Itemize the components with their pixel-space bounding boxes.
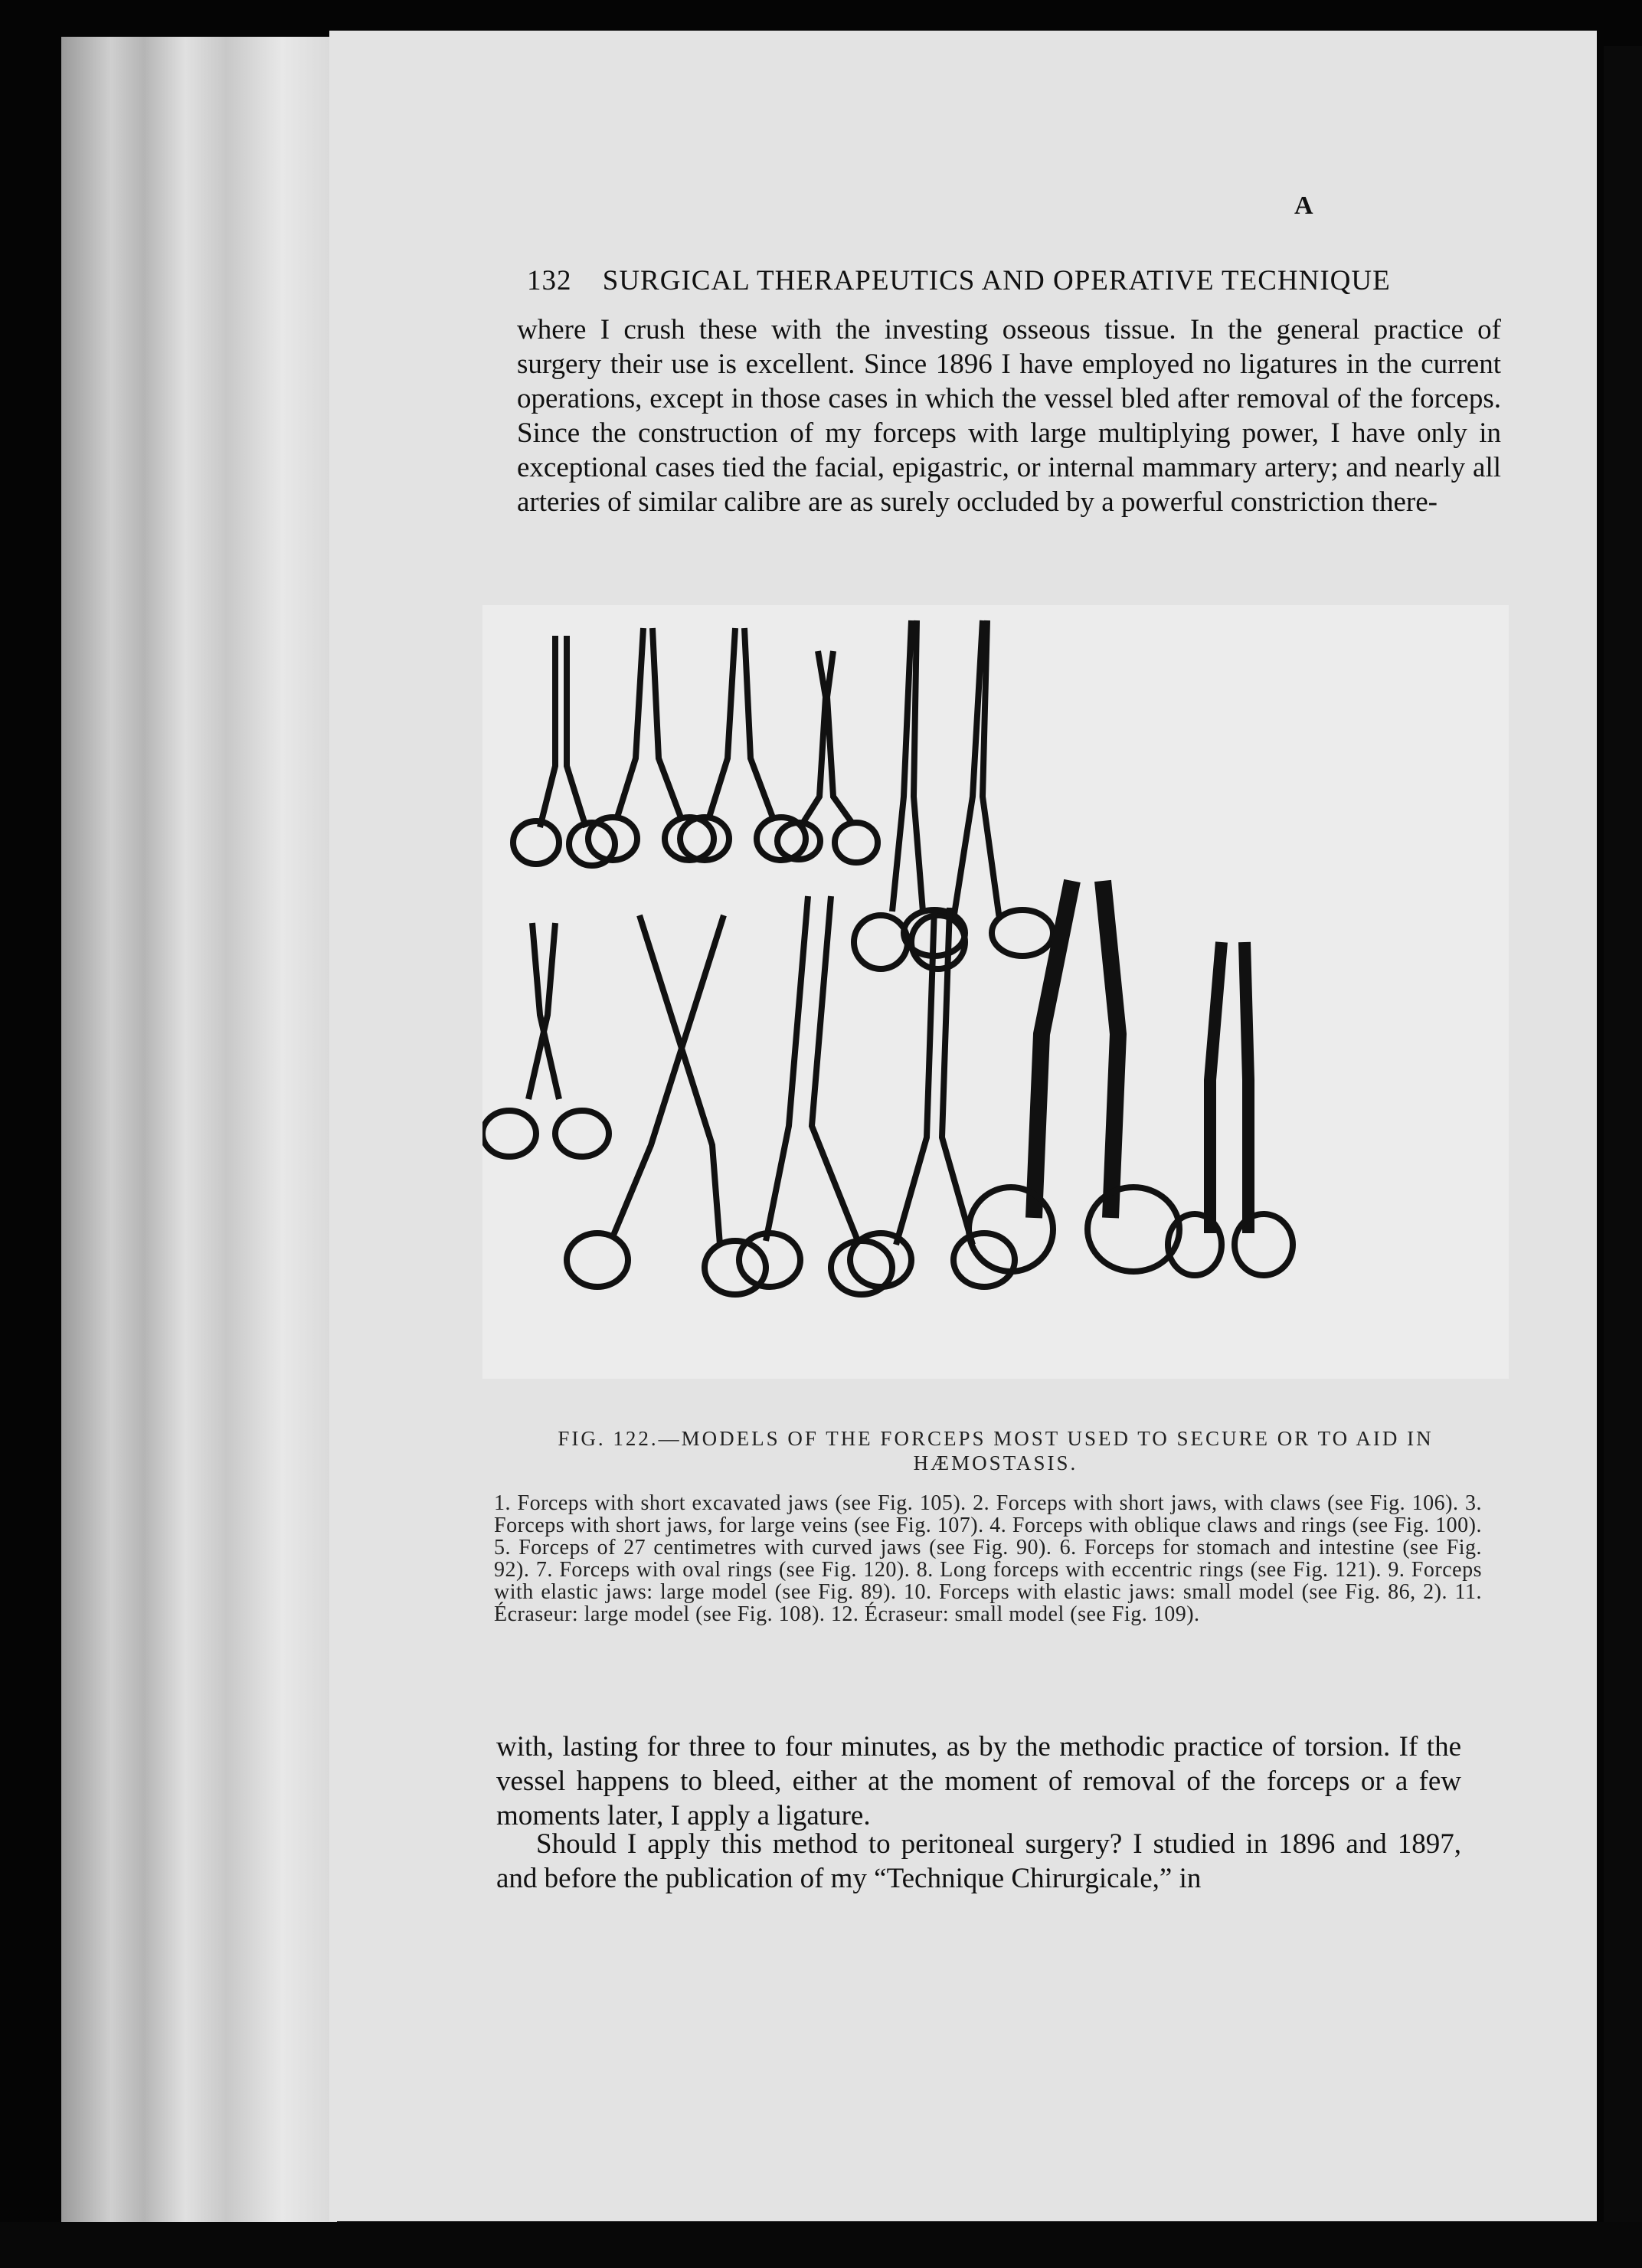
forceps-8: [567, 915, 766, 1294]
forceps-4: [777, 651, 878, 862]
ecraseur-small: [1168, 942, 1293, 1275]
running-head: [527, 264, 1515, 297]
body-paragraph-bottom-1: with, lasting for three to four minutes, as by the methodic practice of torsion. If the vessel happens to bleed, either at the moment of removal of the forceps or a few moments later, I apply a ligature.: [496, 1731, 1461, 1831]
running-title: SURGICAL THERAPEUTICS AND OPERATIVE TECHNIQUE: [602, 265, 1391, 296]
dark-margin: [1604, 46, 1642, 2267]
dark-bottom-band: [0, 2222, 1642, 2268]
figure-legend: 1. Forceps with short excavated jaws (see Fig. 105). 2. Forceps with short jaws, with claws (see Fig. 106). 3. Forceps with short jaws, for large veins (see Fig. 107). 4. Forceps with oblique claws and rings (see Fig. 100). 5. Forceps of 27 centimetres with curved jaws (see Fig. 90). 6. Forceps for stomach and intestine (see Fig. 92). 7. Forceps with oval rings (see Fig. 120). 8. Long forceps with eccentric rings (see Fig. 121). 9. Forceps with elastic jaws: large model (see Fig. 89). 10. Forceps with elastic jaws: small model (see Fig. 86, 2). 11. Écraseur: large model (see Fig. 108). 12. Écraseur: small model (see Fig. 109).: [494, 1491, 1482, 1626]
body-paragraph-bottom-2: Should I apply this method to peritoneal surgery? I studied in 1896 and 1897, and before the publication of my “Technique Chirurgicale,” in: [496, 1828, 1461, 1894]
forceps-figure: [482, 605, 1509, 1379]
forceps-1: [513, 636, 615, 866]
page-number: 132: [527, 265, 572, 296]
body-paragraph-top: where I crush these with the investing osseous tissue. In the general practice of surgery their use is excellent. Since 1896 I have employed no ligatures in the current operations, except in those cases in which the vessel bled after removal of the forceps. Since the construction of my forceps with large multiplying power, I have only in exceptional cases tied the facial, epigastric, or internal mammary artery; and nearly all arteries of similar calibre are as surely occluded by a powerful constriction there-: [517, 314, 1501, 518]
ecraseur-large: [969, 881, 1179, 1271]
corner-mark: A: [1294, 191, 1313, 220]
forceps-6: [904, 620, 1053, 956]
figure-caption-title: FIG. 122.—MODELS OF THE FORCEPS MOST USED TO SECURE OR TO AID IN HÆMOSTASIS.: [558, 1427, 1434, 1474]
forceps-7: [482, 923, 609, 1157]
book-page-stack: [61, 37, 337, 2243]
forceps-illustration: [482, 605, 1509, 1379]
forceps-10: [850, 908, 1015, 1287]
